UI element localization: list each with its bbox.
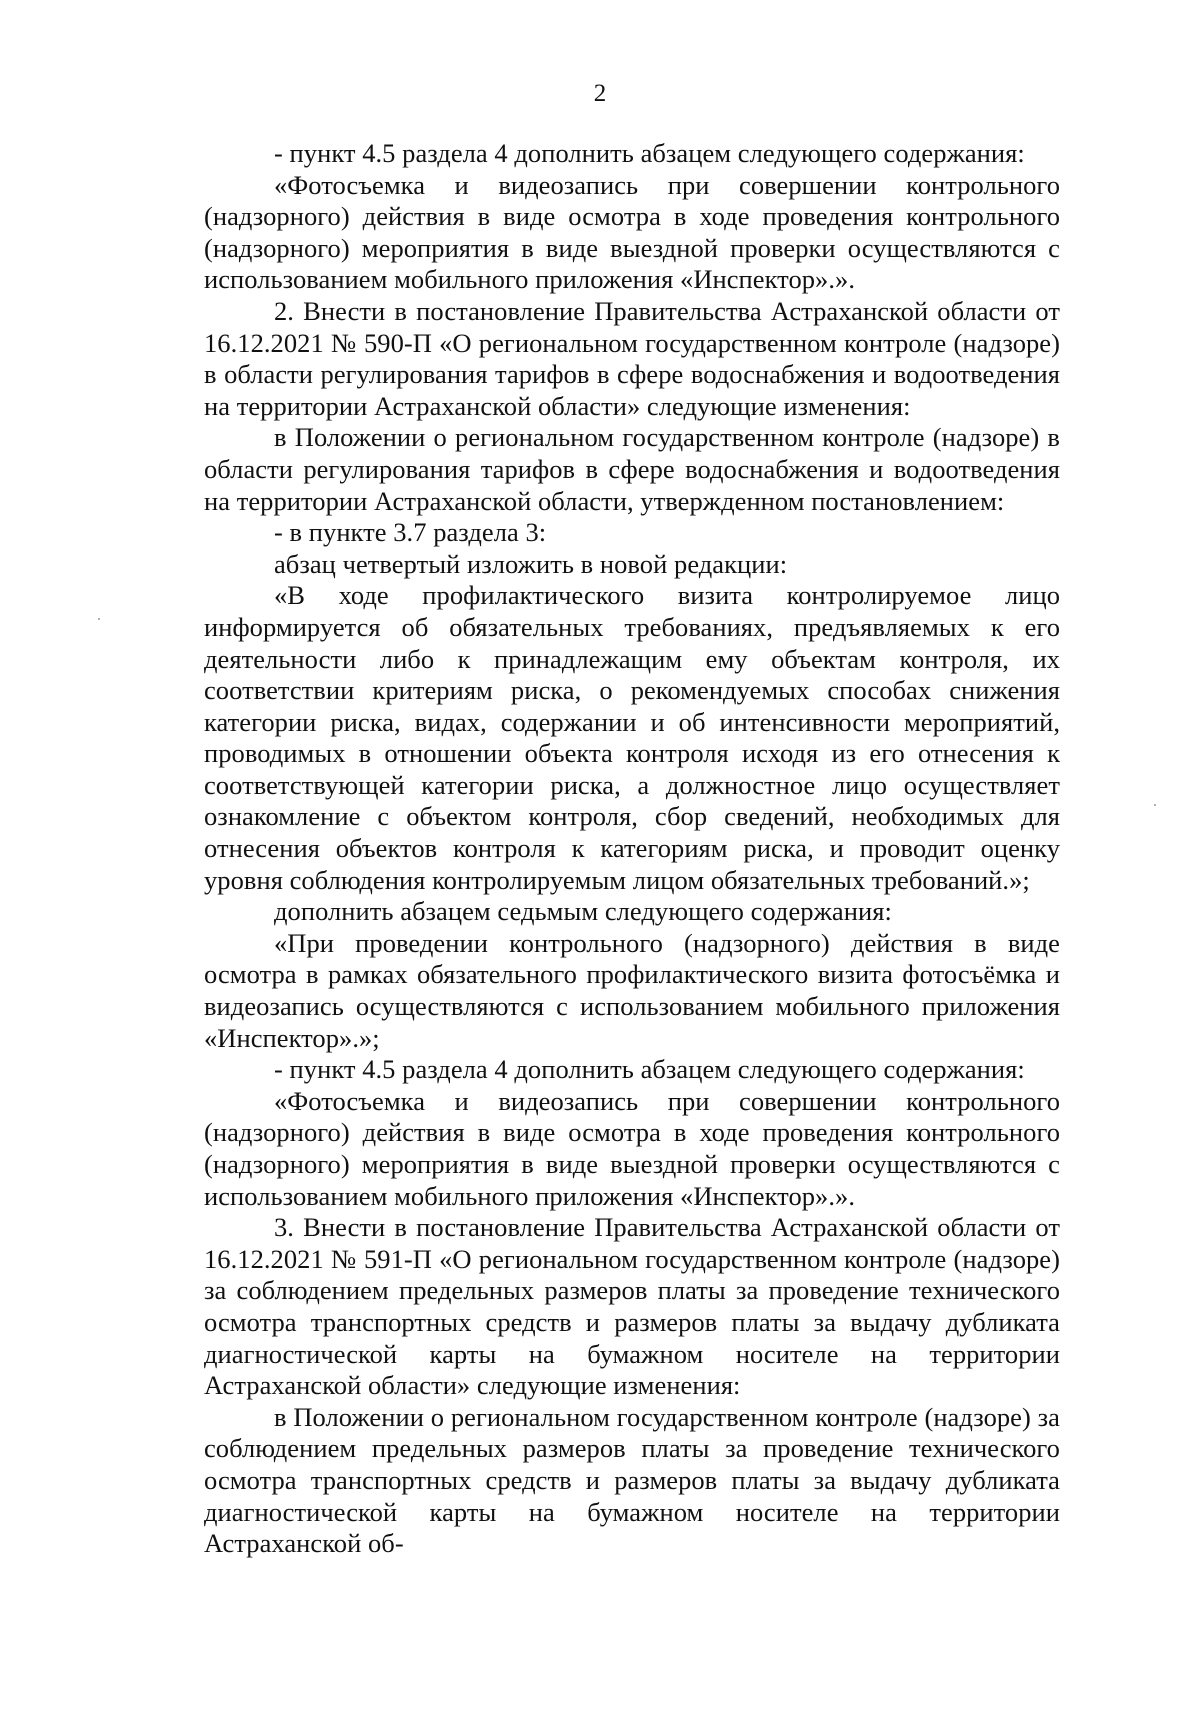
paragraph-4: в Положении о региональном государственном контроле (надзоре) в области регулирования тарифов в сфере водоснабжения и водоотведения на территории Астраханской области, утвержденном постановлением: bbox=[204, 422, 1060, 516]
paragraph-13: в Положении о региональном государственном контроле (надзоре) за соблюдением предельных размеров платы за проведение технического осмотра транспортных средств и размеров платы за выдачу дубликата диагностической карты на бумажном носителе на территории Астраханской об- bbox=[204, 1401, 1060, 1559]
paragraph-7: «В ходе профилактического визита контролируемое лицо информируется об обязательных требованиях, предъявляемых к его деятельности либо к принадлежащим ему объектам контроля, их соответствии критериям риска, о рекомендуемых способах снижения категории риска, видах, содержании и об интенсивности мероприятий, проводимых в отношении объекта контроля исходя из его отнесения к соответствующей категории риска, а должностное лицо осуществляет ознакомление с объектом контроля, сбор сведений, необходимых для отнесения объектов контроля к категориям риска, и проводит оценку уровня соблюдения контролируемым лицом обязательных требований.»; bbox=[204, 580, 1060, 895]
paragraph-6: абзац четвертый изложить в новой редакции: bbox=[274, 548, 788, 579]
scan-speck bbox=[1154, 804, 1156, 806]
paragraph-12: 3. Внести в постановление Правительства Астраханской области от 16.12.2021 № 591-П «О региональном государственном контроле (надзоре) за соблюдением предельных размеров платы за проведение технического осмотра транспортных средств и размеров платы за выдачу дубликата диагностической карты на бумажном носителе на территории Астраханской области» следующие изменения: bbox=[204, 1212, 1060, 1401]
paragraph-9: «При проведении контрольного (надзорного) действия в виде осмотра в рамках обязательного профилактического визита фотосъёмка и видеозапись осуществляются с использованием мобильного приложения «Инспектор».»; bbox=[204, 927, 1060, 1053]
paragraph-3: 2. Внести в постановление Правительства Астраханской области от 16.12.2021 № 590-П «О региональном государственном контроле (надзоре) в области регулирования тарифов в сфере водоснабжения и водоотведения на территории Астраханской области» следующие изменения: bbox=[204, 295, 1060, 421]
scan-speck bbox=[98, 618, 100, 620]
paragraph-2: «Фотосъемка и видеозапись при совершении контрольного (надзорного) действия в виде осмотра в ходе проведения контрольного (надзорного) мероприятия в виде выездной проверки осуществляются с использованием мобильного приложения «Инспектор».». bbox=[204, 169, 1060, 295]
paragraph-5: - в пункте 3.7 раздела 3: bbox=[274, 517, 547, 548]
document-body bbox=[204, 138, 1060, 1560]
paragraph-11: «Фотосъемка и видеозапись при совершении контрольного (надзорного) действия в виде осмотра в ходе проведения контрольного (надзорного) мероприятия в виде выездной проверки осуществляются с использованием мобильного приложения «Инспектор».». bbox=[204, 1085, 1060, 1211]
paragraph-1: - пункт 4.5 раздела 4 дополнить абзацем следующего содержания: bbox=[274, 138, 1025, 168]
page-number: 2 bbox=[593, 80, 607, 107]
paragraph-8: дополнить абзацем седьмым следующего содержания: bbox=[274, 896, 892, 927]
paragraph-10: - пункт 4.5 раздела 4 дополнить абзацем следующего содержания: bbox=[274, 1054, 1025, 1085]
